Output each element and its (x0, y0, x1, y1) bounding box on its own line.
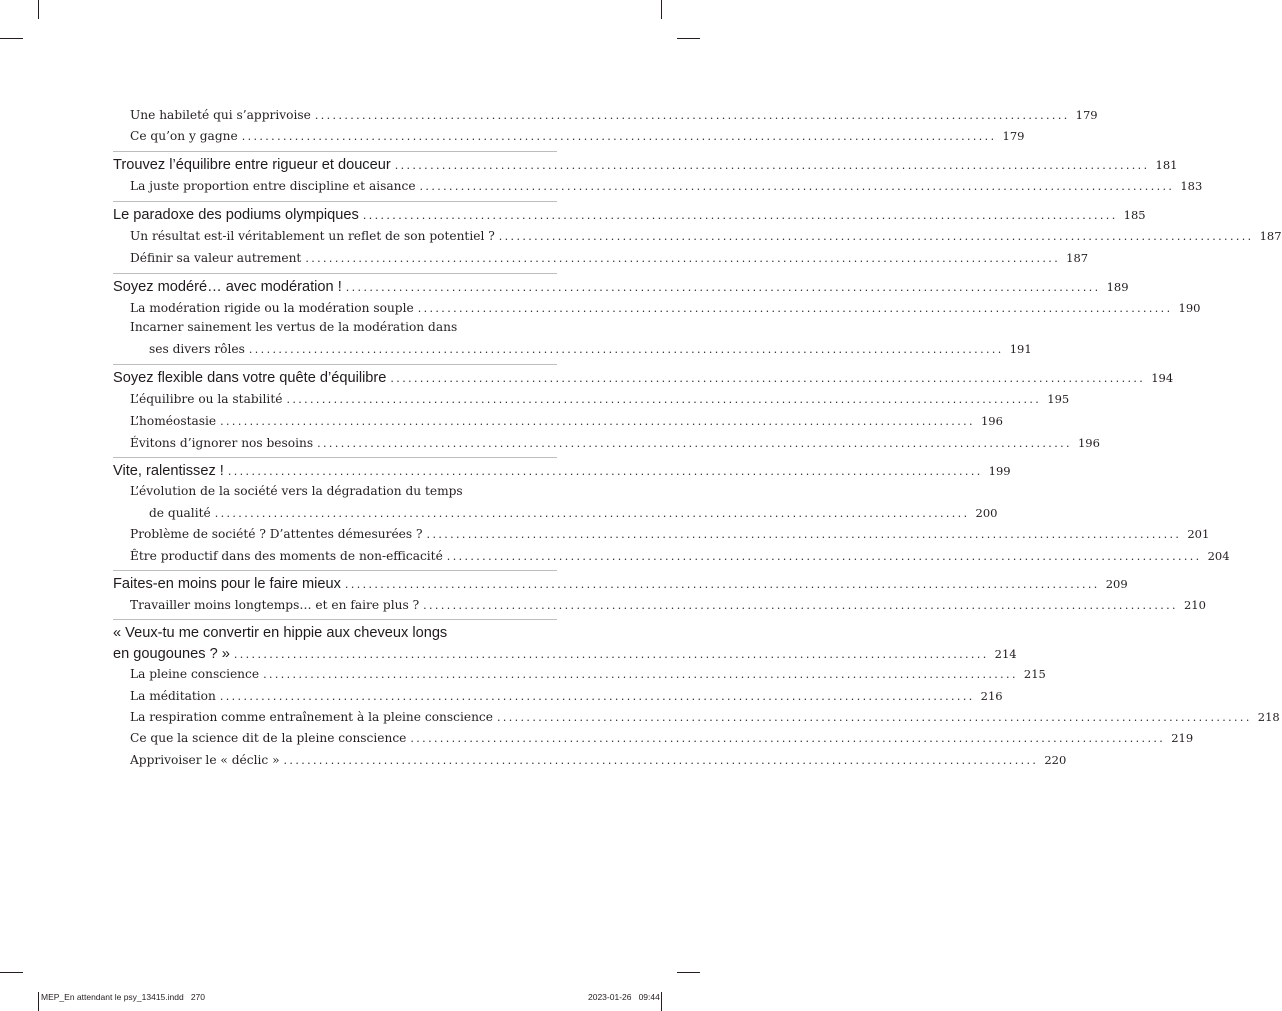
toc-dot-leader: ................................................................................................................................ (419, 180, 1175, 193)
toc-dot-leader: ................................................................................................................................ (314, 109, 1070, 122)
toc-dot-leader: ................................................................................................................................ (498, 230, 1254, 243)
toc-entry-title: L’équilibre ou la stabilité (130, 392, 283, 406)
footer-timestamp (588, 992, 660, 1002)
toc-page-number: 191 (1009, 342, 1032, 356)
toc-entry-title: « Veux-tu me convertir en hippie aux cheveux longs (113, 625, 448, 641)
toc-dot-leader: ................................................................................................................................ (233, 648, 989, 661)
toc-page-number: 195 (1047, 392, 1070, 406)
toc-entry-title: L’évolution de la société vers la dégradation du temps (130, 484, 463, 498)
toc-entry-title: Ce qu’on y gagne (130, 129, 238, 143)
toc-dot-leader: ................................................................................................................................ (394, 159, 1150, 172)
toc-section-entry[interactable] (113, 436, 1100, 450)
toc-dot-leader: ................................................................................................................................ (248, 343, 1004, 356)
toc-entry-title: de qualité (149, 506, 211, 520)
toc-page-number: 219 (1171, 731, 1194, 745)
toc-chapter-entry[interactable] (113, 207, 1146, 223)
section-divider (113, 619, 557, 620)
section-divider (113, 457, 557, 458)
crop-mark (38, 0, 39, 19)
toc-page-number: 179 (1075, 108, 1098, 122)
toc-dot-leader: ................................................................................................................................ (362, 209, 1118, 222)
toc-entry-title: Ce que la science dit de la pleine conscience (130, 731, 407, 745)
toc-entry-title: La pleine conscience (130, 667, 260, 681)
toc-section-entry[interactable] (113, 392, 1070, 406)
toc-entry-title: Être productif dans des moments de non-efficacité (130, 549, 443, 563)
toc-dot-leader: ................................................................................................................................ (496, 711, 1252, 724)
toc-page-number: 181 (1155, 158, 1178, 172)
toc-page-number: 204 (1207, 549, 1230, 563)
toc-chapter-entry[interactable] (113, 646, 1017, 662)
toc-section-entry[interactable] (113, 484, 557, 498)
toc-entry-title: Un résultat est-il véritablement un reflet de son potentiel ? (130, 229, 495, 243)
toc-section-entry[interactable] (113, 667, 1046, 681)
toc-chapter-entry[interactable] (113, 625, 557, 641)
toc-entry-title: Soyez flexible dans votre quête d’équilibre (113, 370, 387, 386)
toc-section-entry[interactable] (113, 129, 1025, 143)
toc-section-entry[interactable] (113, 301, 1201, 315)
toc-page-number: 218 (1257, 710, 1280, 724)
toc-page-number: 187 (1259, 229, 1282, 243)
toc-entry-title: La respiration comme entraînement à la pleine conscience (130, 710, 493, 724)
toc-page-number: 209 (1105, 577, 1128, 591)
toc-page-number: 199 (988, 464, 1011, 478)
toc-dot-leader: ................................................................................................................................ (317, 437, 1072, 450)
toc-section-entry[interactable] (113, 251, 1089, 265)
toc-entry-title: Évitons d’ignorer nos besoins (130, 436, 314, 450)
toc-entry-title: Problème de société ? D’attentes démesurées ? (130, 527, 423, 541)
toc-page-number: 214 (994, 647, 1017, 661)
section-divider (113, 151, 557, 152)
toc-page-number: 220 (1044, 753, 1067, 767)
toc-entry-title: Soyez modéré… avec modération ! (113, 279, 342, 295)
toc-dot-leader: ................................................................................................................................ (390, 372, 1146, 385)
toc-entry-title: Trouvez l’équilibre entre rigueur et douceur (113, 157, 391, 173)
toc-page-number: 194 (1151, 371, 1174, 385)
footer-time: 09:44 (638, 992, 660, 1002)
toc-dot-leader: ................................................................................................................................ (417, 302, 1173, 315)
toc-entry-title: Vite, ralentissez ! (113, 463, 224, 479)
section-divider (113, 364, 557, 365)
toc-page-number: 210 (1183, 598, 1206, 612)
crop-mark (0, 972, 23, 973)
section-divider (113, 201, 557, 202)
toc-dot-leader: ................................................................................................................................ (426, 528, 1182, 541)
toc-dot-leader: ................................................................................................................................ (219, 690, 975, 703)
toc-page-number: 187 (1066, 251, 1089, 265)
toc-dot-leader: ................................................................................................................................ (423, 599, 1178, 612)
toc-entry-title: La juste proportion entre discipline et aisance (130, 179, 416, 193)
footer-file-name: MEP_En attendant le psy_13415.indd (41, 992, 184, 1002)
toc-entry-title: L’homéostasie (130, 414, 217, 428)
toc-page-number: 215 (1023, 667, 1046, 681)
toc-section-entry[interactable] (113, 342, 1032, 356)
toc-entry-title: Incarner sainement les vertus de la modération dans (130, 320, 458, 334)
toc-page-number: 200 (975, 506, 998, 520)
crop-mark (38, 992, 39, 1011)
toc-dot-leader: ................................................................................................................................ (263, 668, 1018, 681)
toc-entry-title: Définir sa valeur autrement (130, 251, 302, 265)
toc-dot-leader: ................................................................................................................................ (446, 550, 1202, 563)
toc-chapter-entry[interactable] (113, 370, 1174, 386)
toc-page-number: 201 (1187, 527, 1210, 541)
toc-entry-title: en gougounes ? » (113, 646, 230, 662)
toc-dot-leader: ................................................................................................................................ (305, 252, 1061, 265)
toc-entry-title: Le paradoxe des podiums olympiques (113, 207, 359, 223)
toc-entry-title: Faites-en moins pour le faire mieux (113, 576, 341, 592)
toc-chapter-entry[interactable] (113, 157, 1178, 173)
toc-section-entry[interactable] (113, 753, 1067, 767)
toc-section-entry[interactable] (113, 689, 1003, 703)
toc-dot-leader: ................................................................................................................................ (286, 393, 1042, 406)
toc-page-number: 179 (1002, 129, 1025, 143)
toc-page-number: 185 (1123, 208, 1146, 222)
toc-section-entry[interactable] (113, 527, 1210, 541)
toc-section-entry[interactable] (113, 108, 1098, 122)
toc-page-number: 183 (1180, 179, 1203, 193)
toc-entry-title: Une habileté qui s’apprivoise (130, 108, 311, 122)
toc-dot-leader: ................................................................................................................................ (220, 415, 975, 428)
toc-page-number: 196 (980, 414, 1003, 428)
footer-date: 2023-01-26 (588, 992, 632, 1002)
toc-section-entry[interactable] (113, 549, 1230, 563)
toc-section-entry[interactable] (113, 229, 1282, 243)
crop-mark (661, 992, 662, 1011)
toc-section-entry[interactable] (113, 731, 1194, 745)
toc-chapter-entry[interactable] (113, 576, 1128, 592)
toc-dot-leader: ................................................................................................................................ (410, 732, 1166, 745)
toc-dot-leader: ................................................................................................................................ (214, 507, 970, 520)
toc-section-entry[interactable] (113, 320, 557, 334)
section-divider (113, 273, 557, 274)
toc-section-entry[interactable] (113, 414, 1003, 428)
toc-entry-title: Travailler moins longtemps… et en faire plus ? (130, 598, 420, 612)
toc-page-number: 190 (1178, 301, 1201, 315)
crop-mark (0, 38, 23, 39)
toc-entry-title: Apprivoiser le « déclic » (130, 753, 280, 767)
toc-entry-title: ses divers rôles (149, 342, 245, 356)
crop-mark (677, 38, 700, 39)
toc-dot-leader: ................................................................................................................................ (283, 754, 1039, 767)
toc-dot-leader: ................................................................................................................................ (227, 465, 983, 478)
toc-section-entry[interactable] (113, 179, 1203, 193)
toc-page-number: 216 (980, 689, 1003, 703)
toc-chapter-entry[interactable] (113, 279, 1129, 295)
toc-page-number: 196 (1077, 436, 1100, 450)
toc-dot-leader: ................................................................................................................................ (344, 578, 1100, 591)
toc-section-entry[interactable] (113, 506, 998, 520)
toc-dot-leader: ................................................................................................................................ (345, 281, 1101, 294)
footer-page-number: 270 (190, 992, 205, 1002)
crop-mark (661, 0, 662, 19)
footer-file (41, 992, 205, 1002)
toc-entry-title: La méditation (130, 689, 216, 703)
toc-chapter-entry[interactable] (113, 463, 1011, 479)
toc-section-entry[interactable] (113, 598, 1206, 612)
toc-section-entry[interactable] (113, 710, 1280, 724)
section-divider (113, 570, 557, 571)
toc-dot-leader: ................................................................................................................................ (241, 130, 997, 143)
toc-page-number: 189 (1106, 280, 1129, 294)
toc-entry-title: La modération rigide ou la modération souple (130, 301, 414, 315)
crop-mark (677, 972, 700, 973)
